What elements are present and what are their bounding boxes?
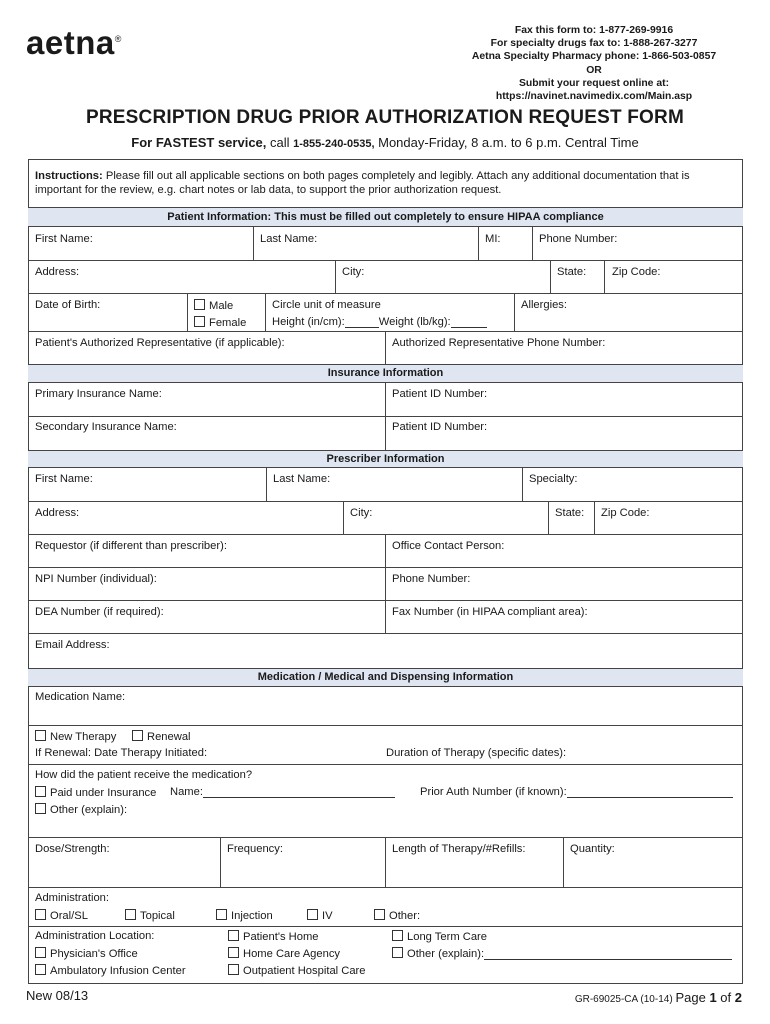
page-total: 2 (734, 990, 742, 1005)
height-weight-field[interactable]: Height (in/cm): Weight (lb/kg): (272, 316, 487, 328)
checkbox-icon (35, 730, 46, 741)
email-field[interactable]: Email Address: (35, 639, 110, 651)
fax-info-block (444, 24, 744, 103)
npi-field[interactable]: NPI Number (individual): (35, 573, 157, 585)
allergies-field[interactable]: Allergies: (521, 299, 568, 311)
medication-section-header: Medication / Medical and Dispensing Information (28, 668, 743, 687)
male-checkbox[interactable]: Male (194, 299, 233, 312)
prescriber-address-field[interactable]: Address: (35, 507, 80, 519)
checkbox-icon (392, 930, 403, 941)
iv-checkbox[interactable]: IV (307, 909, 333, 922)
other-explain-checkbox[interactable]: Other (explain): (35, 803, 127, 816)
checkbox-icon (228, 964, 239, 975)
checkbox-icon (194, 316, 205, 327)
patient-home-checkbox[interactable]: Patient's Home (228, 930, 319, 943)
secondary-patient-id-field[interactable]: Patient ID Number: (392, 421, 488, 433)
new-therapy-checkbox[interactable]: New Therapy (35, 730, 116, 743)
fastest-service-line: For FASTEST service, call 1-855-240-0535, Monday-Friday, 8 a.m. to 6 p.m. Central Time (131, 135, 639, 150)
patient-phone-field[interactable]: Phone Number: (539, 233, 618, 245)
dea-field[interactable]: DEA Number (if required): (35, 606, 164, 618)
checkbox-icon (228, 947, 239, 958)
form-number: GR-69025-CA (10-14) (574, 994, 673, 1005)
patient-first-name-field[interactable]: First Name: (35, 233, 93, 245)
female-checkbox[interactable]: Female (194, 316, 246, 329)
insurance-section-header: Insurance Information (28, 364, 743, 383)
insurance-name-field[interactable]: Name: (170, 786, 395, 798)
revision-date: New 08/13 (26, 988, 89, 1003)
dose-strength-field[interactable]: Dose/Strength: (35, 843, 110, 855)
prescriber-city-field[interactable]: City: (350, 507, 373, 519)
page-number: 1 (709, 990, 717, 1005)
circle-unit-label: Circle unit of measure (272, 299, 381, 311)
checkbox-icon (125, 909, 136, 920)
outpatient-hospital-checkbox[interactable]: Outpatient Hospital Care (228, 964, 366, 977)
patient-state-field[interactable]: State: (557, 266, 587, 278)
checkbox-icon (194, 299, 205, 310)
prescriber-section-header: Prescriber Information (28, 450, 743, 468)
ambulatory-infusion-checkbox[interactable]: Ambulatory Infusion Center (35, 964, 186, 977)
checkbox-icon (35, 947, 46, 958)
length-of-therapy-field[interactable]: Length of Therapy/#Refills: (392, 843, 526, 855)
topical-checkbox[interactable]: Topical (125, 909, 175, 922)
frequency-field[interactable]: Frequency: (227, 843, 283, 855)
fax-line: For specialty drugs fax to: 1-888-267-3277 (490, 38, 698, 50)
checkbox-icon (307, 909, 318, 920)
patient-dob-field[interactable]: Date of Birth: (35, 299, 101, 311)
prescriber-fax-field[interactable]: Fax Number (in HIPAA compliant area): (392, 606, 588, 618)
prescriber-phone-field[interactable]: Phone Number: (392, 573, 471, 585)
checkbox-icon (392, 947, 403, 958)
primary-patient-id-field[interactable]: Patient ID Number: (392, 388, 488, 400)
checkbox-icon (216, 909, 227, 920)
prescriber-specialty-field[interactable]: Specialty: (529, 473, 578, 485)
authorized-rep-field[interactable]: Patient's Authorized Representative (if applicable): (35, 337, 285, 349)
patient-zip-field[interactable]: Zip Code: (612, 266, 661, 278)
fax-line: Aetna Specialty Pharmacy phone: 1-866-503-0857 (471, 51, 717, 63)
renewal-checkbox[interactable]: Renewal (132, 730, 191, 743)
form-title: PRESCRIPTION DRUG PRIOR AUTHORIZATION REQUEST FORM (86, 107, 684, 128)
prescriber-state-field[interactable]: State: (555, 507, 585, 519)
checkbox-icon (35, 786, 46, 797)
other-location-checkbox[interactable]: Other (explain): (392, 947, 732, 960)
patient-section-header: Patient Information: This must be filled out completely to ensure HIPAA compliance (28, 207, 743, 227)
patient-address-field[interactable]: Address: (35, 266, 80, 278)
oral-sl-checkbox[interactable]: Oral/SL (35, 909, 88, 922)
checkbox-icon (35, 803, 46, 814)
online-url[interactable]: https://navinet.navimedix.com/Main.asp (495, 91, 693, 103)
physician-office-checkbox[interactable]: Physician's Office (35, 947, 138, 960)
patient-city-field[interactable]: City: (342, 266, 365, 278)
checkbox-icon (374, 909, 385, 920)
prescriber-first-name-field[interactable]: First Name: (35, 473, 93, 485)
aetna-logo: aetna® (26, 24, 122, 61)
long-term-care-checkbox[interactable]: Long Term Care (392, 930, 487, 943)
prescriber-zip-field[interactable]: Zip Code: (601, 507, 650, 519)
prior-auth-number-field[interactable]: Prior Auth Number (if known): (420, 786, 733, 798)
medication-name-field[interactable]: Medication Name: (35, 691, 126, 703)
patient-last-name-field[interactable]: Last Name: (260, 233, 318, 245)
duration-of-therapy-field[interactable]: Duration of Therapy (specific dates): (386, 747, 567, 759)
requestor-field[interactable]: Requestor (if different than prescriber): (35, 540, 227, 552)
secondary-insurance-field[interactable]: Secondary Insurance Name: (35, 421, 177, 433)
authorized-rep-phone-field[interactable]: Authorized Representative Phone Number: (392, 337, 606, 349)
primary-insurance-field[interactable]: Primary Insurance Name: (35, 388, 162, 400)
office-contact-field[interactable]: Office Contact Person: (392, 540, 505, 552)
date-therapy-initiated-field[interactable]: If Renewal: Date Therapy Initiated: (35, 747, 208, 759)
fax-line: OR (586, 64, 602, 76)
patient-mi-field[interactable]: MI: (485, 233, 501, 245)
injection-checkbox[interactable]: Injection (216, 909, 273, 922)
checkbox-icon (35, 964, 46, 975)
instructions-text: Instructions: Please fill out all applicable sections on both pages completely and legibly. Attach any additional documentation that is important for the review, e.g. chart notes or lab data, to support the prior authorization request. (35, 170, 690, 196)
administration-label: Administration: (35, 892, 109, 904)
home-care-agency-checkbox[interactable]: Home Care Agency (228, 947, 340, 960)
page-footer: GR-69025-CA (10-14) Page 1 of 2 (574, 990, 742, 1005)
quantity-field[interactable]: Quantity: (570, 843, 615, 855)
fax-line: Fax this form to: 1-877-269-9916 (514, 25, 674, 36)
checkbox-icon (228, 930, 239, 941)
other-admin-checkbox[interactable]: Other: (374, 909, 420, 922)
admin-location-label: Administration Location: (35, 930, 155, 942)
prescriber-last-name-field[interactable]: Last Name: (273, 473, 331, 485)
fax-line: Submit your request online at: (518, 77, 670, 89)
paid-insurance-checkbox[interactable]: Paid under Insurance (35, 786, 156, 799)
checkbox-icon (132, 730, 143, 741)
how-received-label: How did the patient receive the medication? (35, 769, 253, 781)
checkbox-icon (35, 909, 46, 920)
